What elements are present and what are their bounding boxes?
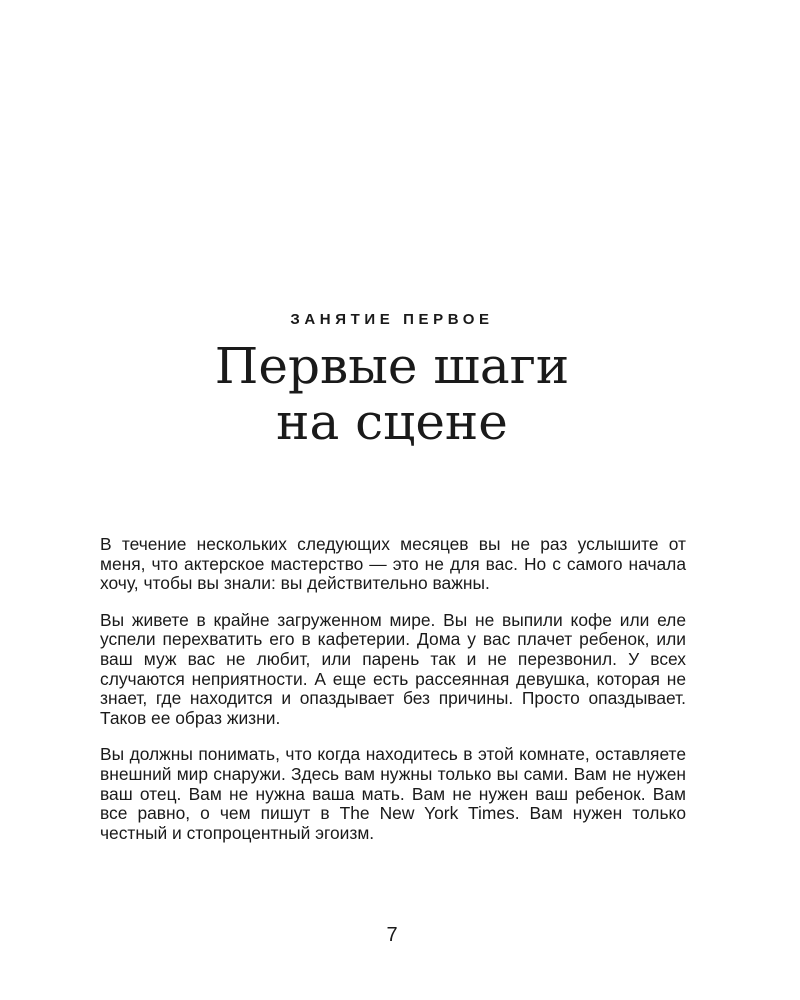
paragraph-1: В течение нескольких следующих месяцев вы не раз услышите от меня, что актерское мастерство — это не для вас. Но с самого начала хочу, чтобы вы знали: вы действительно важны. — [100, 534, 686, 594]
chapter-title — [0, 338, 784, 450]
paragraph-3: Вы должны понимать, что когда находитесь в этой комнате, оставляете внешний мир снаружи. Здесь вам нужны только вы сами. Вам не нужен ваш отец. Вам не нужна ваша мать. Вам не нужен ваш ребенок. Вам все равно, о чем пишут в The New York Times. Вам нужен только честный и стопроцентный эгоизм. — [100, 744, 686, 843]
body-text — [100, 535, 686, 860]
chapter-title-line-1: Первые шаги — [214, 337, 570, 395]
paragraph-2: Вы живете в крайне загруженном мире. Вы не выпили кофе или еле успели перехватить его в кафетерии. Дома у вас плачет ребенок, или ваш муж вас не любит, или парень так и не перезвонил. У всех случаются неприятности. А еще есть рассеянная девушка, которая не знает, где находится и опаздывает без причины. Просто опаздывает. Таков ее образ жизни. — [100, 609, 686, 728]
page-number: 7 — [386, 924, 398, 946]
chapter-label: ЗАНЯТИЕ ПЕРВОЕ — [290, 311, 494, 328]
chapter-title-line-2: на сцене — [276, 393, 508, 451]
